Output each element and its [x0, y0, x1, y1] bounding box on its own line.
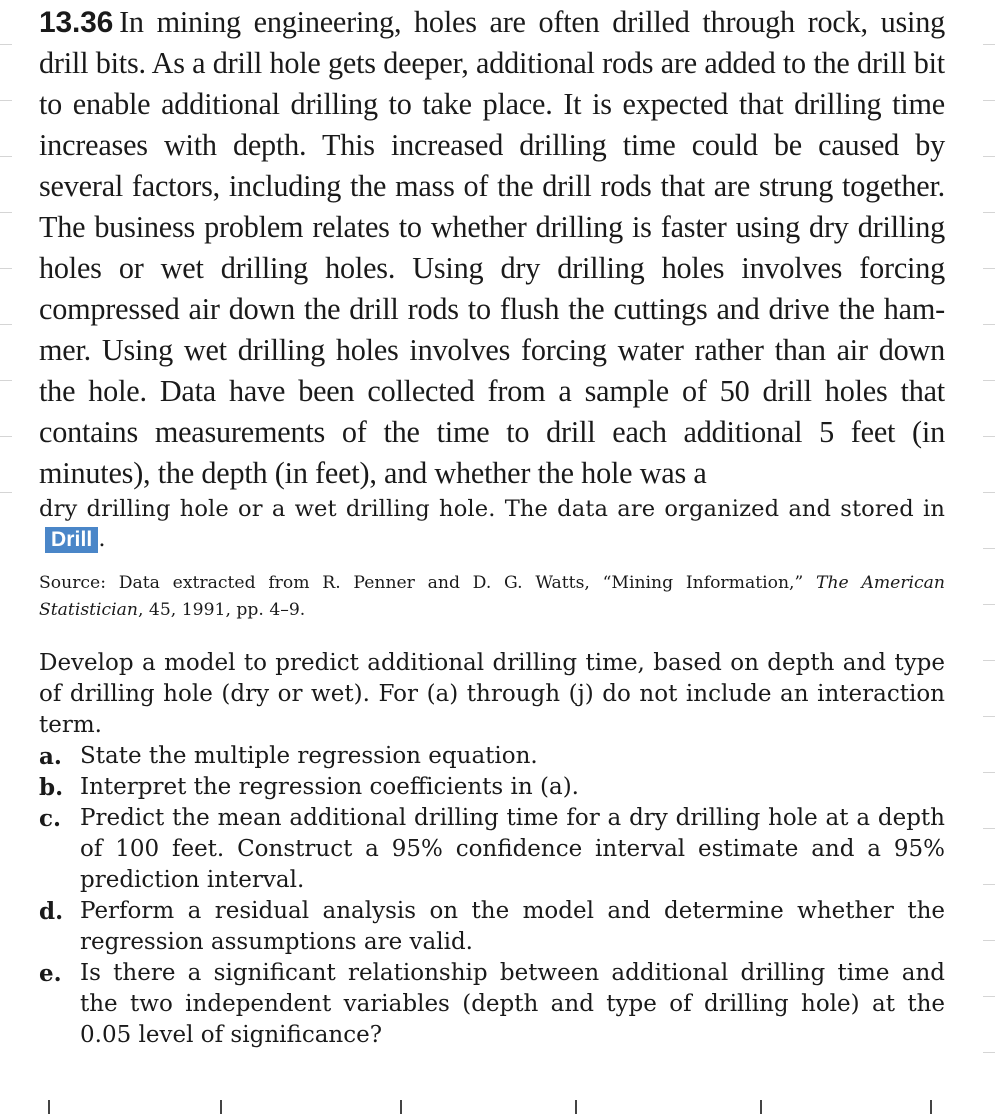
cut-off-next-line — [30, 1096, 950, 1114]
question-part-d — [39, 896, 945, 958]
source-suffix: , 45, 1991, pp. 4–9. — [138, 600, 306, 620]
part-letter: c. — [39, 805, 62, 832]
question-parts — [39, 741, 945, 1051]
left-margin-ticks — [0, 0, 16, 1114]
problem-statement-continued — [39, 494, 945, 554]
part-letter: d. — [39, 898, 64, 925]
problem-content — [39, 2, 945, 1051]
source-citation — [39, 570, 945, 624]
part-letter: a. — [39, 743, 62, 770]
data-file-tag[interactable]: Drill — [45, 527, 98, 553]
problem-text: In mining engineering, holes are often drilled through rock, using drill bits. As a drill hole gets deeper, additional rods are added to the drill bit to enable additional drilling to take place. It is expected that drilling time increases with depth. This increased drilling time could be caused by several factors, including the mass of the drill rods that are strung together. The business problem relates to whether drilling is faster using dry drilling holes or wet drilling holes. Using dry drilling holes involves forcing compressed air down the drill rods to flush the cuttings and drive the ham-mer. Using wet drilling holes involves forcing water rather than air down the hole. Data have been collected from a sample of 50 drill holes that contains measurements of the time to drill each additional 5 feet (in minutes), the depth (in feet), and whether the hole was a — [39, 5, 945, 490]
part-text: Is there a significant relationship between additional drilling time and the two independent variables (depth and type of drilling hole) at the 0.05 level of significance? — [80, 960, 945, 1048]
problem-text-continued: dry drilling hole or a wet drilling hole. The data are organized and stored in — [39, 496, 945, 522]
problem-statement — [39, 2, 945, 494]
source-prefix: Source: Data extracted from R. Penner and D. G. Watts, “Mining Information,” — [39, 573, 804, 593]
source-journal: The American Statistician — [39, 573, 945, 620]
problem-number: 13.36 — [39, 6, 114, 39]
part-text: Perform a residual analysis on the model and determine whether the regression assumptions are valid. — [80, 898, 945, 955]
question-part-c — [39, 803, 945, 896]
part-letter: e. — [39, 960, 62, 987]
part-text: State the multiple regression equation. — [80, 743, 538, 769]
problem-end-punct: . — [98, 526, 106, 552]
part-letter: b. — [39, 774, 64, 801]
part-text: Interpret the regression coefficients in (a). — [80, 774, 579, 800]
instructions: Develop a model to predict additional drilling time, based on depth and type of drilling hole (dry or wet). For (a) through (j) do not include an interaction term. — [39, 650, 945, 738]
question-part-b — [39, 772, 945, 803]
part-text: Predict the mean additional drilling time for a dry drilling hole at a depth of 100 feet. Construct a 95% confidence interval estimate and a 95% prediction interval. — [80, 805, 945, 893]
right-margin-ticks — [979, 0, 995, 1114]
question-part-a — [39, 741, 945, 772]
question-part-e — [39, 958, 945, 1051]
